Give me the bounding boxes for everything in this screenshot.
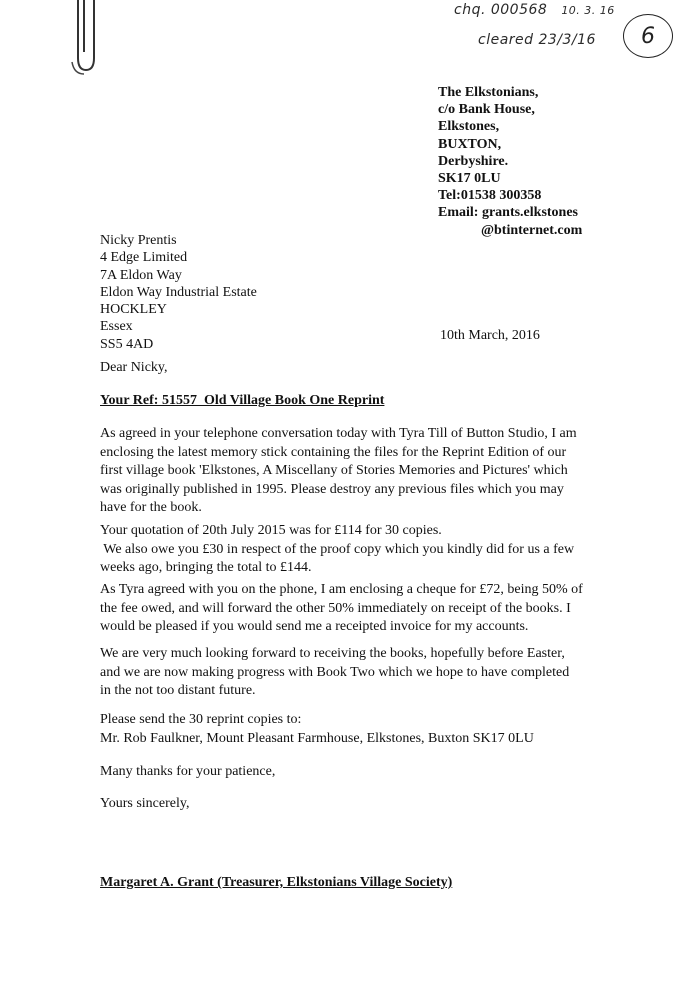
body-line: would be pleased if you would send me a receipted invoice for my accounts. (100, 619, 529, 634)
recipient-line: Essex (100, 319, 133, 335)
sender-phone: Tel:01538 300358 (438, 188, 542, 204)
recipient-address (100, 232, 257, 353)
circled-page-number: 6 (623, 14, 673, 58)
sender-email: Email: grants.elkstones (438, 205, 578, 221)
body-paragraph (100, 581, 610, 637)
paper-clip-icon (64, 0, 104, 76)
cheque-number: chq. 000568 (454, 2, 548, 18)
sender-line: BUXTON, (438, 136, 502, 152)
subject-line: Your Ref: 51557 Old Village Book One Reprint (100, 393, 385, 408)
thanks-line: Many thanks for your patience, (100, 764, 276, 779)
body-line: the fee owed, and will forward the other 50% immediately on receipt of the books. I (100, 600, 571, 616)
body-line: in the not too distant future. (100, 683, 256, 698)
recipient-line: SS5 4AD (100, 336, 154, 352)
body-line: Your quotation of 20th July 2015 was for £114 for 30 copies. (100, 523, 442, 538)
body-line: Mr. Rob Faulkner, Mount Pleasant Farmhouse, Elkstones, Buxton SK17 0LU (100, 730, 534, 746)
body-line: have for the book. (100, 500, 202, 515)
body-paragraph (100, 425, 610, 518)
signature-line: Margaret A. Grant (Treasurer, Elkstonians Village Society) (100, 875, 453, 890)
sender-line: Derbyshire. (438, 153, 509, 169)
salutation: Dear Nicky, (100, 360, 168, 375)
letter-date: 10th March, 2016 (440, 328, 540, 343)
body-line: enclosing the latest memory stick containing the files for the Reprint Edition of our (100, 444, 567, 460)
closing-line: Yours sincerely, (100, 796, 190, 811)
sender-address (438, 84, 582, 239)
body-line: first village book 'Elkstones, A Miscellany of Stories Memories and Pictures' which (100, 463, 568, 478)
sender-line: SK17 0LU (438, 171, 501, 187)
body-line: Please send the 30 reprint copies to: (100, 712, 302, 727)
body-line: weeks ago, bringing the total to £144. (100, 560, 312, 575)
body-paragraph (100, 645, 610, 701)
sender-line: The Elkstonians, (438, 85, 539, 100)
body-line: was originally published in 1995. Please destroy any previous files which you may (100, 481, 564, 497)
sender-line: c/o Bank House, (438, 102, 535, 118)
body-line: As agreed in your telephone conversation today with Tyra Till of Button Studio, I am (100, 426, 577, 441)
body-line: We also owe you £30 in respect of the proof copy which you kindly did for us a few (100, 541, 575, 557)
cheque-date: 10. 3. 16 (561, 4, 615, 17)
recipient-line: HOCKLEY (100, 302, 167, 318)
recipient-line: Eldon Way Industrial Estate (100, 284, 257, 300)
body-line: As Tyra agreed with you on the phone, I am enclosing a cheque for £72, being 50% of (100, 582, 583, 597)
body-paragraph (100, 711, 610, 748)
body-paragraph (100, 522, 610, 578)
recipient-line: 7A Eldon Way (100, 267, 182, 283)
recipient-line: 4 Edge Limited (100, 250, 188, 266)
body-line: and we are now making progress with Book Two which we hope to have completed (100, 664, 570, 680)
sender-email-domain: @btinternet.com (481, 222, 583, 238)
body-line: We are very much looking forward to receiving the books, hopefully before Easter, (100, 646, 565, 661)
sender-line: Elkstones, (438, 119, 500, 135)
recipient-line: Nicky Prentis (100, 233, 177, 248)
handwritten-cheque-note (454, 2, 615, 18)
handwritten-cleared-note: cleared 23/3/16 (478, 32, 596, 48)
